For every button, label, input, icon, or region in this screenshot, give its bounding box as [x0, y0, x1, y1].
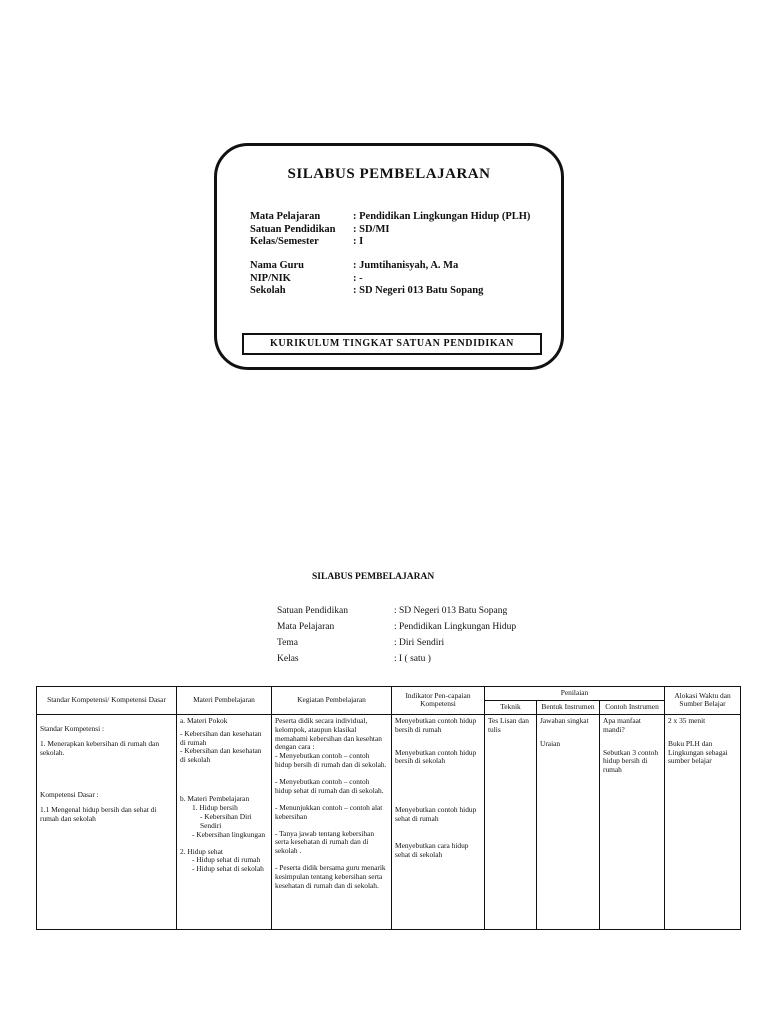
- syllabus-table: [36, 686, 741, 930]
- kegiatan-line: Peserta didik secara individual, kelompok, ataupun klasikal memahami kebersihan dan kesehtan dengan cara :: [275, 715, 382, 752]
- materi-line: - Kebersihan lingkungan: [192, 829, 266, 839]
- info-row: [250, 211, 530, 224]
- materi-line: 2. Hidup sehat: [180, 846, 223, 856]
- materi-line: 1. Hidup bersih: [192, 803, 238, 812]
- teknik-line: Tes Lisan dan tulis: [488, 715, 529, 734]
- kegiatan-line: - Menyebutkan contoh – contoh hidup sehat di rumah dan di sekolah.: [275, 777, 384, 795]
- syllabus-info: [277, 603, 516, 667]
- indikator-cell: [392, 714, 485, 929]
- info-value: : Pendidikan Lingkungan Hidup: [394, 622, 517, 632]
- info-row: [250, 260, 483, 273]
- info-value: : SD Negeri 013 Batu Sopang: [394, 606, 508, 616]
- info-value: : I ( satu ): [394, 654, 431, 664]
- contoh-line: Apa manfaat mandi?: [603, 715, 641, 734]
- materi-cell: [177, 714, 272, 929]
- bentuk-line: Jawaban singkat: [540, 715, 589, 725]
- info-label: Satuan Pendidikan: [250, 223, 336, 235]
- info-label: Nama Guru: [250, 260, 304, 271]
- sk-line: Standar Kompetensi :: [40, 723, 105, 733]
- kegiatan-line: - Menunjukkan contoh – contoh alat kebersihan: [275, 802, 383, 821]
- materi-line: a. Materi Pokok: [180, 715, 228, 725]
- info-value: : SD Negeri 013 Batu Sopang: [353, 285, 484, 296]
- materi-line: - Kebersihan dan kesehatan di sekolah: [180, 746, 262, 765]
- indikator-line: Menyebutkan contoh hidup bersih di rumah: [395, 715, 477, 734]
- info-value: : Diri Sendiri: [394, 638, 445, 648]
- materi-line: - Hidup sehat di rumah: [192, 855, 261, 865]
- info-value: : I: [353, 236, 364, 247]
- info-row: [277, 619, 516, 635]
- info-row: [250, 224, 530, 237]
- kegiatan-cell: [272, 714, 392, 929]
- info-row: [250, 285, 483, 298]
- sk-cell: [37, 714, 177, 929]
- header-sk: Standar Kompetensi/ Kompetensi Dasar: [37, 687, 177, 715]
- alokasi-line: 2 x 35 menit: [668, 715, 706, 725]
- kegiatan-line: - Tanya jawab tentang kebersihan serta kesehatan di rumah dan di sekolah .: [275, 828, 375, 856]
- kegiatan-line: - Peserta didik bersama guru menarik kesimpulan tentang kebersihan serta kesehatan di rumah dan di sekolah.: [275, 863, 386, 890]
- alokasi-cell: [665, 714, 741, 929]
- kegiatan-line: - Menyebutkan contoh – contoh hidup bersih di rumah dan di sekolah.: [275, 751, 387, 770]
- materi-line: - Kebersihan Diri Sendiri: [200, 811, 252, 830]
- sk-line: Kompetensi Dasar :: [40, 790, 99, 800]
- header-alokasi: Alokasi Waktu dan Sumber Belajar: [665, 687, 741, 715]
- header-penilaian: Penilaian: [485, 687, 665, 701]
- contoh-cell: [600, 714, 665, 929]
- contoh-line: Sebutkan 3 contoh hidup bersih di rumah: [603, 747, 659, 775]
- cover-title: SILABUS PEMBELAJARAN: [287, 166, 491, 182]
- alokasi-line: Buku PLH dan Lingkungan sebagai sumber belajar: [668, 738, 728, 766]
- bentuk-line: Uraian: [540, 738, 561, 748]
- header-contoh: Contoh Instrumen: [600, 700, 665, 714]
- info-label: Mata Pelajaran: [277, 622, 335, 632]
- materi-line: b. Materi Pembelajaran: [180, 794, 250, 804]
- info-label: Sekolah: [250, 285, 286, 296]
- table-row: [37, 714, 741, 929]
- info-row: [250, 273, 483, 286]
- info-label: NIP/NIK: [250, 272, 291, 284]
- sk-line: 1. Menerapkan kebersihan di rumah dan sekolah.: [40, 738, 160, 757]
- info-label: Kelas/Semester: [250, 236, 319, 247]
- indikator-line: Menyebutkan contoh hidup bersih di sekolah: [395, 747, 477, 766]
- indikator-line: Menyebutkan cara hidup sehat di sekolah: [395, 841, 469, 859]
- materi-line: - Hidup sehat di sekolah: [192, 864, 264, 874]
- info-row: [277, 635, 516, 651]
- info-label: Kelas: [277, 654, 299, 664]
- info-value: : Pendidikan Lingkungan Hidup (PLH): [353, 211, 531, 222]
- info-value: : -: [353, 272, 363, 284]
- info-value: : Jumtihanisyah, A. Ma: [353, 260, 459, 271]
- header-materi: Materi Pembelajaran: [177, 687, 272, 715]
- info-label: Satuan Pendidikan: [277, 606, 348, 616]
- cover-info-teacher: [250, 260, 483, 298]
- sk-line: 1.1 Mengenal hidup bersih dan sehat di rumah dan sekolah: [40, 805, 157, 824]
- info-label: Mata Pelajaran: [250, 211, 321, 222]
- header-indikator: Indikator Pen-capaian Kompetensi: [392, 687, 485, 715]
- curriculum-banner: KURIKULUM TINGKAT SATUAN PENDIDIKAN: [242, 333, 542, 355]
- cover-box: [214, 143, 564, 370]
- materi-line: - Kebersihan dan kesehatan di rumah: [180, 728, 262, 747]
- header-bentuk: Bentuk Instrumen: [537, 700, 600, 714]
- info-row: [277, 603, 516, 619]
- info-value: : SD/MI: [353, 223, 390, 235]
- info-label: Tema: [277, 638, 298, 648]
- cover-info-school: [250, 211, 530, 249]
- header-kegiatan: Kegiatan Pembelajaran: [272, 687, 392, 715]
- header-teknik: Teknik: [485, 700, 537, 714]
- info-row: [277, 651, 516, 667]
- syllabus-title: SILABUS PEMBELAJARAN: [312, 572, 435, 582]
- indikator-line: Menyebutkan contoh hidup sehat di rumah: [395, 805, 477, 824]
- bentuk-cell: [537, 714, 600, 929]
- info-row: [250, 236, 530, 249]
- teknik-cell: [485, 714, 537, 929]
